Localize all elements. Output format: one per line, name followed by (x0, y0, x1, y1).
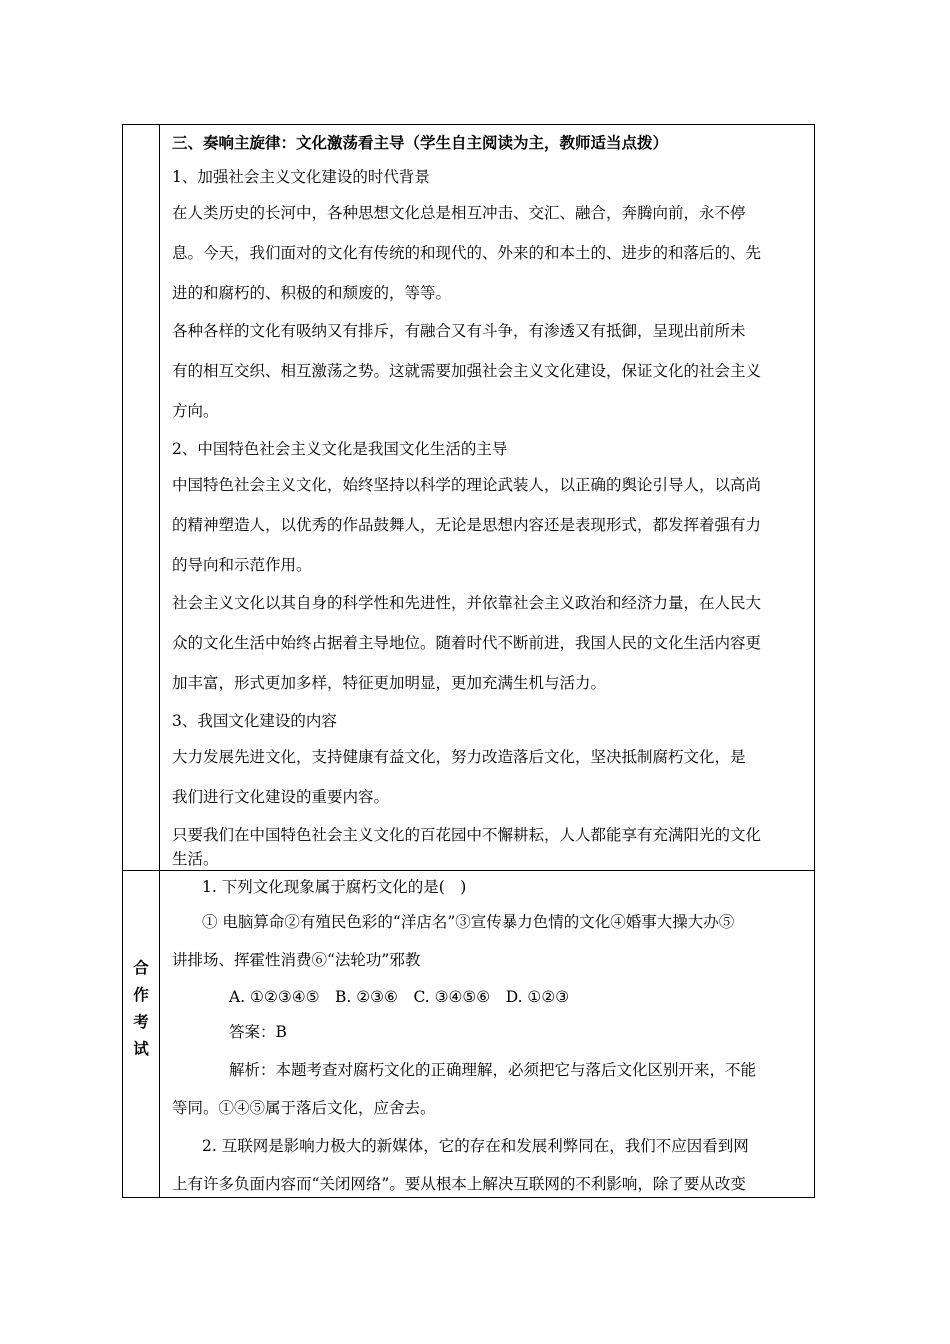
column-divider (159, 125, 160, 1197)
paragraph-line: 加丰富，形式更加多样，特征更加明显，更加充满生机与活力。 (172, 674, 607, 692)
side-label-char: 考 (133, 1013, 149, 1031)
question-line: ① 电脑算命②有殖民色彩的“洋店名”③宣传暴力色情的文化④婚事大操大办⑤ (202, 913, 735, 931)
paragraph-line: 各种各样的文化有吸纳又有排斥，有融合又有斗争，有渗透又有抵御，呈现出前所未 (172, 322, 746, 340)
question-line: 讲排场、挥霍性消费⑥“法轮功”邪教 (172, 951, 421, 969)
row-divider (123, 870, 814, 871)
question-options: A. ①②③④⑤ B. ②③⑥ C. ③④⑤⑥ D. ①②③ (229, 988, 570, 1006)
side-label-cooperative-exam (123, 955, 159, 1063)
side-label-char: 试 (133, 1040, 149, 1058)
paragraph-line: 的精神塑造人，以优秀的作品鼓舞人，无论是思想内容还是表现形式，都发挥着强有力 (172, 516, 762, 534)
question-2: 2. 互联网是影响力极大的新媒体，它的存在和发展利弊同在，我们不应因看到网 (202, 1137, 749, 1155)
side-label-char: 合 (133, 959, 149, 977)
paragraph-line: 方向。 (172, 402, 219, 420)
paragraph-line: 社会主义文化以其自身的科学性和先进性，并依靠社会主义政治和经济力量，在人民大 (172, 594, 762, 612)
paragraph-line: 生活。 (172, 850, 219, 868)
paragraph-line: 大力发展先进文化，支持健康有益文化，努力改造落后文化，坚决抵制腐朽文化，是 (172, 748, 746, 766)
paragraph-line: 中国特色社会主义文化，始终坚持以科学的理论武装人，以正确的舆论引导人，以高尚 (172, 476, 762, 494)
subheading-1: 1、加强社会主义文化建设的时代背景 (172, 168, 430, 186)
analysis-line: 等同。①④⑤属于落后文化，应舍去。 (172, 1099, 436, 1117)
section-heading: 三、奏响主旋律：文化激荡看主导（学生自主阅读为主，教师适当点拨） (172, 134, 669, 152)
question-1: 1. 下列文化现象属于腐朽文化的是( ) (202, 878, 467, 896)
subheading-3: 3、我国文化建设的内容 (172, 712, 337, 730)
paragraph-line: 息。今天，我们面对的文化有传统的和现代的、外来的和本土的、进步的和落后的、先 (172, 244, 762, 262)
paragraph-line: 有的相互交织、相互激荡之势。这就需要加强社会主义文化建设，保证文化的社会主义 (172, 362, 762, 380)
paragraph-line: 我们进行文化建设的重要内容。 (172, 788, 390, 806)
paragraph-line: 只要我们在中国特色社会主义文化的百花园中不懈耕耘，人人都能享有充满阳光的文化 (172, 826, 762, 844)
side-label-char: 作 (133, 986, 149, 1004)
analysis-line: 解析：本题考查对腐朽文化的正确理解，必须把它与落后文化区别开来，不能 (229, 1061, 757, 1079)
answer-line: 答案：B (229, 1023, 287, 1041)
subheading-2: 2、中国特色社会主义文化是我国文化生活的主导 (172, 440, 508, 458)
paragraph-line: 进的和腐朽的、积极的和颓废的，等等。 (172, 284, 452, 302)
lesson-table (122, 124, 815, 1198)
paragraph-line: 的导向和示范作用。 (172, 556, 312, 574)
question-line: 上有许多负面内容而“关闭网络”。要从根本上解决互联网的不利影响，除了要从改变 (172, 1175, 746, 1193)
paragraph-line: 众的文化生活中始终占据着主导地位。随着时代不断前进，我国人民的文化生活内容更 (172, 634, 762, 652)
paragraph-line: 在人类历史的长河中，各种思想文化总是相互冲击、交汇、融合，奔腾向前，永不停 (172, 204, 746, 222)
